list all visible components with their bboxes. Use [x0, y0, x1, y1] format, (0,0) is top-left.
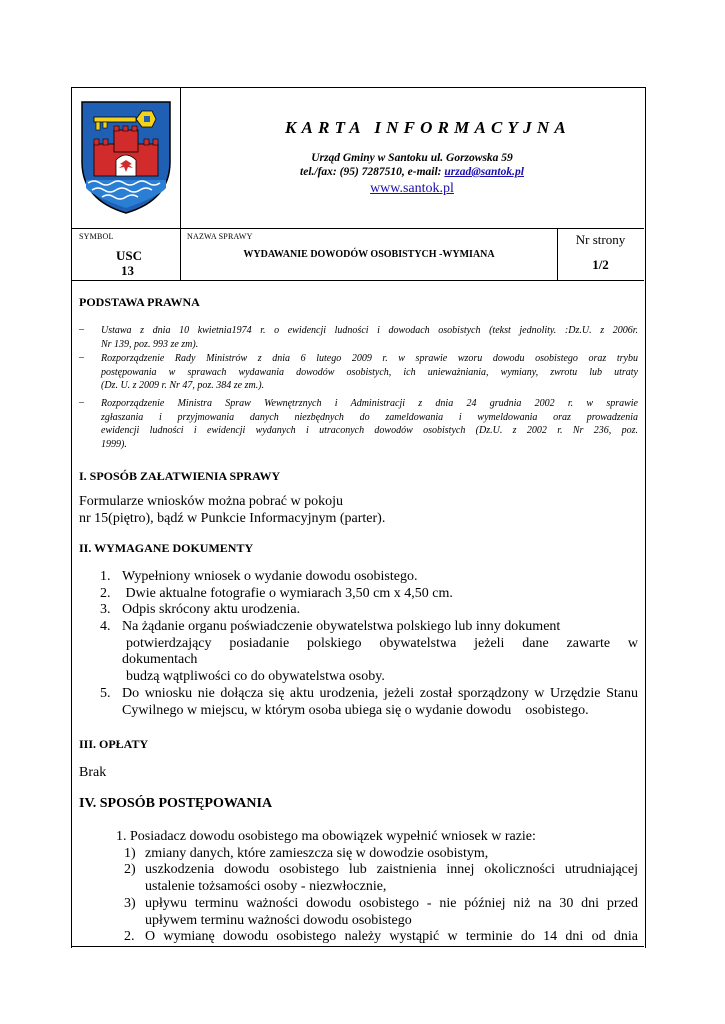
symbol-label: SYMBOL: [79, 232, 114, 241]
symbol-value: USC: [116, 248, 143, 263]
page-label: Nr strony: [575, 232, 626, 247]
doc-item-line: dokumentach: [122, 652, 198, 667]
procedure-item-line: upływu terminu ważności dowodu osobistego - nie później niż na 30 dni przed: [145, 896, 638, 911]
doc-item-number: 3.: [100, 602, 111, 617]
bottom-divider: [71, 946, 644, 947]
procedure-item: [145, 862, 638, 895]
section-1-heading: I. SPOSÓB ZAŁATWIENIA SPRAWY: [79, 469, 281, 483]
section-4-heading: IV. SPOSÓB POSTĘPOWANIA: [79, 796, 273, 811]
meta-divider: [71, 280, 644, 281]
section-1-text: [79, 494, 385, 527]
doc-item: [122, 686, 638, 719]
doc-item-number: 4.: [100, 619, 111, 634]
procedure-item-line: ustalenie tożsamości osoby - niezwłocznie,: [145, 878, 387, 894]
legal-line: Nr 139, poz. 993 ze zm).: [101, 338, 199, 350]
fees-value: Brak: [79, 765, 107, 780]
doc-item-line: Do wniosku nie dołącza się aktu urodzenia, jeżeli został sporządzony w Urzędzie Stanu: [122, 686, 638, 701]
legal-item-dash: –: [79, 397, 84, 408]
section-1-line: Formularze wniosków można pobrać w pokoju: [79, 494, 343, 509]
procedure-item: [145, 896, 638, 929]
legal-line: Ustawa z dnia 10 kwietnia1974 r. o ewidencji ludności i dowodach osobistych (tekst jednolity. :Dz.U. z 2006r.: [101, 325, 638, 336]
symbol-number: 13: [121, 263, 134, 278]
legal-item-dash: –: [79, 352, 84, 363]
coat-of-arms-icon: [80, 100, 172, 215]
legal-line: zgłaszania i przyjmowania danych niezbędnych do zameldowania i wymeldowania oraz prowadzenia: [101, 411, 638, 423]
procedure-item-number: 3): [124, 896, 136, 911]
doc-item: Odpis skrócony aktu urodzenia.: [122, 602, 301, 617]
legal-item-dash: –: [79, 324, 84, 335]
section-2-heading: II. WYMAGANE DOKUMENTY: [79, 541, 254, 555]
procedure-point-text: O wymianę dowodu osobistego należy wystąpić w terminie do 14 dni od dnia: [145, 929, 638, 944]
doc-item-line: Na żądanie organu poświadczenie obywatelstwa polskiego lub inny dokument: [122, 619, 561, 634]
doc-item-number: 2.: [100, 586, 111, 601]
procedure-item-number: 2): [124, 862, 136, 877]
procedure-item-line: uszkodzenia dowodu osobistego lub zaistnienia innej okoliczności utrudniającej: [145, 862, 638, 877]
doc-item-line: potwierdzający posiadanie polskiego obywatelstwa jeżeli dane zawarte w: [126, 635, 638, 651]
case-name: WYDAWANIE DOWODÓW OSOBISTYCH -WYMIANA: [243, 249, 495, 260]
procedure-intro: 1. Posiadacz dowodu osobistego ma obowiązek wypełnić wniosek w razie:: [116, 829, 536, 844]
legal-line: 1999).: [101, 438, 127, 450]
case-label: NAZWA SPRAWY: [187, 232, 253, 241]
doc-item-line: Cywilnego w miejscu, w którym osoba ubiega się o wydanie dowodu osobistego.: [122, 702, 589, 718]
procedure-item-line: upływem terminu ważności dowodu osobistego: [145, 912, 412, 928]
legal-item: [101, 324, 638, 351]
website-link[interactable]: www.santok.pl: [370, 181, 454, 196]
contact-phone: tel./fax: (95) 7287510, e-mail:: [300, 166, 445, 178]
contact-line: [180, 166, 644, 178]
procedure-item: zmiany danych, które zamieszcza się w dowodzie osobistym,: [145, 846, 489, 861]
legal-line: (Dz. U. z 2009 r. Nr 47, poz. 384 ze zm.).: [101, 380, 265, 391]
doc-item-number: 5.: [100, 686, 111, 701]
page-number: 1/2: [592, 257, 609, 272]
office-address: Urząd Gminy w Santoku ul. Gorzowska 59: [311, 152, 513, 164]
legal-line: postępowania w sprawach wydawania dowodów osobistych, ich unieważniania, wymiany, zwrotu lub utraty: [101, 366, 638, 378]
doc-item-number: 1.: [100, 569, 111, 584]
doc-item: Dwie aktualne fotografie o wymiarach 3,50 cm x 4,50 cm.: [122, 586, 453, 601]
legal-basis-heading: PODSTAWA PRAWNA: [79, 295, 200, 309]
doc-item-line: budzą wątpliwości co do obywatelstwa osoby.: [126, 668, 385, 684]
legal-line: Rozporządzenie Rady Ministrów z dnia 6 lutego 2009 r. w sprawie wzoru dowodu osobistego oraz trybu: [101, 353, 638, 364]
legal-line: ewidencji ludności i ewidencji wydanych i utraconych dowodów osobistych (Dz.U. z 2002 r. Nr 236, poz.: [101, 425, 638, 436]
section-3-heading: III. OPŁATY: [79, 737, 149, 751]
water-waves: [86, 180, 166, 208]
email-link[interactable]: urzad@santok.pl: [444, 166, 524, 178]
legal-item: [101, 397, 638, 451]
section-1-line: nr 15(piętro), bądź w Punkcie Informacyjnym (parter).: [79, 510, 386, 526]
document-title: KARTA INFORMACYJNA: [285, 118, 571, 137]
header-divider: [71, 228, 644, 229]
procedure-point-number: 2.: [124, 929, 135, 944]
procedure-item-number: 1): [124, 846, 136, 861]
legal-line: Rozporządzenie Ministra Spraw Wewnętrznych i Administracji z dnia 24 grudnia 2002 r. w sprawie: [101, 398, 638, 409]
doc-item: [122, 619, 638, 685]
doc-item: Wypełniony wniosek o wydanie dowodu osobistego.: [122, 569, 418, 584]
legal-item: [101, 352, 638, 393]
